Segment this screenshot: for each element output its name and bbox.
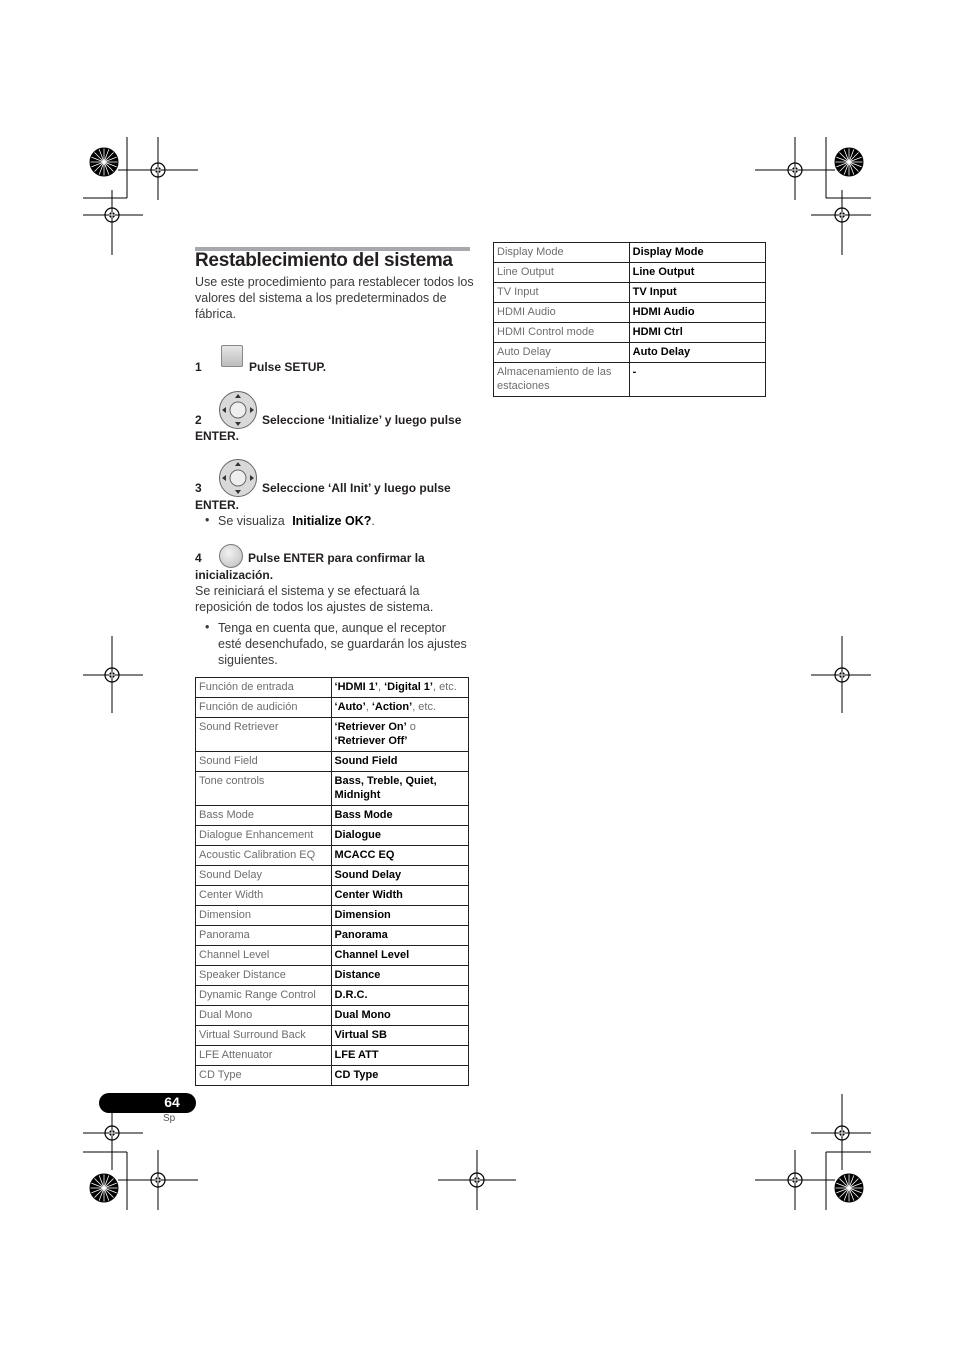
table-row <box>494 283 766 303</box>
bullet-dot: • <box>205 513 210 527</box>
setting-value: HDMI Audio <box>629 303 765 323</box>
setting-name: Line Output <box>494 263 630 283</box>
setting-name: Dimension <box>196 906 332 926</box>
setting-name: Display Mode <box>494 243 630 263</box>
table-row <box>196 1026 469 1046</box>
setting-name: Función de audición <box>196 698 332 718</box>
step-4-description: Se reiniciará el sistema y se efectuará la reposición de todos los ajustes de sistema. <box>195 584 434 614</box>
saved-settings-table <box>195 677 469 1086</box>
setting-name: Almacenamiento de las estaciones <box>494 363 630 397</box>
setting-name: Dual Mono <box>196 1006 332 1026</box>
step-4-text: Pulse ENTER para confirmar la <box>248 551 425 565</box>
setting-value: Auto Delay <box>629 343 765 363</box>
table-row <box>196 866 469 886</box>
setting-value: Virtual SB <box>331 1026 468 1046</box>
table-row <box>196 906 469 926</box>
table-row <box>196 806 469 826</box>
table-row <box>196 846 469 866</box>
step-1-text: Pulse SETUP. <box>249 360 327 374</box>
setting-value: Distance <box>331 966 468 986</box>
table-row <box>196 966 469 986</box>
dpad-icon <box>218 458 258 498</box>
setting-name: HDMI Control mode <box>494 323 630 343</box>
intro-paragraph: Use este procedimiento para restablecer todos los valores del sistema a los predeterminados de fábrica. <box>195 275 474 321</box>
table-row <box>196 886 469 906</box>
setting-value: TV Input <box>629 283 765 303</box>
setting-value: Panorama <box>331 926 468 946</box>
step-4-note: Tenga en cuenta que, aunque el receptor esté desenchufado, se guardarán los ajustes siguientes. <box>218 621 467 667</box>
setting-value: MCACC EQ <box>331 846 468 866</box>
table-row <box>494 323 766 343</box>
setting-value: Center Width <box>331 886 468 906</box>
table-row <box>196 946 469 966</box>
setting-name: Bass Mode <box>196 806 332 826</box>
language-code: Sp <box>163 1113 176 1124</box>
setting-value: HDMI Ctrl <box>629 323 765 343</box>
setting-name: Sound Field <box>196 752 332 772</box>
setting-name: Acoustic Calibration EQ <box>196 846 332 866</box>
step-3-text: Seleccione ‘All Init’ y luego pulse <box>262 481 451 495</box>
setting-value: Sound Field <box>331 752 468 772</box>
setting-value: - <box>629 363 765 397</box>
setting-name: Auto Delay <box>494 343 630 363</box>
table-row <box>196 772 469 806</box>
setting-name: Sound Delay <box>196 866 332 886</box>
step-2-text: Seleccione ‘Initialize’ y luego pulse <box>262 413 462 427</box>
table-row <box>494 243 766 263</box>
setting-name: Dynamic Range Control <box>196 986 332 1006</box>
table-row <box>196 926 469 946</box>
step-3-note-value: Initialize OK? <box>292 514 372 528</box>
table-row <box>196 1006 469 1026</box>
setting-name: Virtual Surround Back <box>196 1026 332 1046</box>
setting-value: Dialogue <box>331 826 468 846</box>
enter-button-icon <box>219 544 243 568</box>
setting-value: Line Output <box>629 263 765 283</box>
setting-value: LFE ATT <box>331 1046 468 1066</box>
table-row <box>196 718 469 752</box>
setting-name: CD Type <box>196 1066 332 1086</box>
table-row <box>196 1046 469 1066</box>
step-3-note-suffix: . <box>371 514 375 528</box>
bullet-dot: • <box>205 620 210 634</box>
setting-value: Display Mode <box>629 243 765 263</box>
step-3-number: 3 <box>195 481 202 495</box>
setting-name: LFE Attenuator <box>196 1046 332 1066</box>
setup-button-icon <box>221 345 243 367</box>
table-row <box>196 698 469 718</box>
step-2-number: 2 <box>195 413 202 427</box>
setting-name: Channel Level <box>196 946 332 966</box>
table-row <box>196 752 469 772</box>
step-1-number: 1 <box>195 360 202 374</box>
setting-value: Bass Mode <box>331 806 468 826</box>
setting-value: D.R.C. <box>331 986 468 1006</box>
step-4-number: 4 <box>195 551 202 565</box>
section-title: Restablecimiento del sistema <box>195 250 453 271</box>
setting-name: HDMI Audio <box>494 303 630 323</box>
setting-name: TV Input <box>494 283 630 303</box>
setting-name: Center Width <box>196 886 332 906</box>
setting-value: Dimension <box>331 906 468 926</box>
dpad-icon <box>218 390 258 430</box>
table-row <box>196 986 469 1006</box>
table-row <box>196 826 469 846</box>
setting-value: CD Type <box>331 1066 468 1086</box>
setting-name: Función de entrada <box>196 678 332 698</box>
setting-value: Dual Mono <box>331 1006 468 1026</box>
table-row <box>196 1066 469 1086</box>
table-row <box>494 263 766 283</box>
step-4-text-cont: inicialización. <box>195 568 274 582</box>
setting-value: ‘HDMI 1’, ‘Digital 1’, etc. <box>331 678 468 698</box>
setting-name: Speaker Distance <box>196 966 332 986</box>
setting-name: Panorama <box>196 926 332 946</box>
step-3-text-cont: ENTER. <box>195 498 240 512</box>
setting-name: Sound Retriever <box>196 718 332 752</box>
setting-value: Bass, Treble, Quiet, Midnight <box>331 772 468 806</box>
saved-settings-table-continued <box>493 242 766 397</box>
step-2-text-cont: ENTER. <box>195 429 240 443</box>
setting-value: ‘Auto’, ‘Action’, etc. <box>331 698 468 718</box>
setting-value: Channel Level <box>331 946 468 966</box>
step-3-note <box>218 513 375 529</box>
setting-name: Tone controls <box>196 772 332 806</box>
setting-value: ‘Retriever On’ o ‘Retriever Off’ <box>331 718 468 752</box>
setting-value: Sound Delay <box>331 866 468 886</box>
table-row <box>196 678 469 698</box>
setting-name: Dialogue Enhancement <box>196 826 332 846</box>
table-row <box>494 363 766 397</box>
page-number: 64 <box>164 1094 180 1110</box>
table-row <box>494 303 766 323</box>
table-row <box>494 343 766 363</box>
step-3-note-prefix: Se visualiza <box>218 514 285 528</box>
